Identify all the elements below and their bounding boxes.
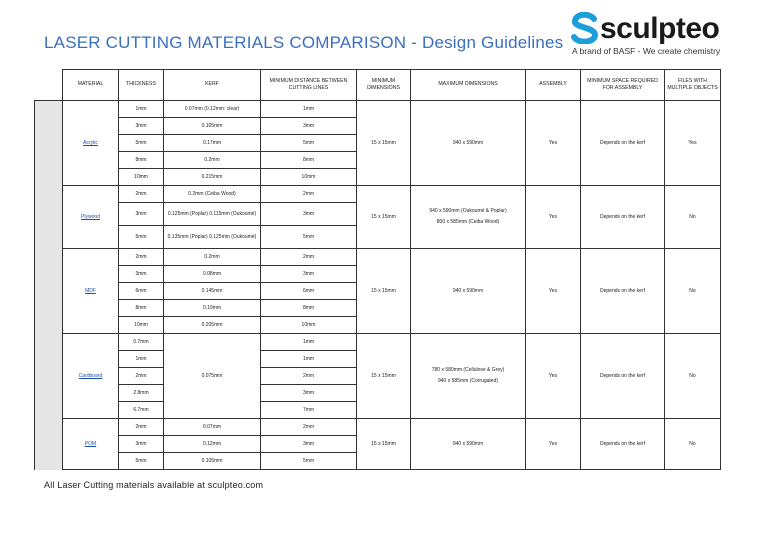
thickness-cell: 2mm (119, 419, 164, 436)
materials-table (34, 69, 721, 470)
material-link-plywood[interactable]: Plywood (81, 213, 100, 220)
max-dimensions-cell (411, 186, 526, 249)
page-title: LASER CUTTING MATERIALS COMPARISON - Design Guidelines (44, 33, 564, 52)
max-dimensions-cell (411, 334, 526, 419)
min-distance-cell: 10mm (261, 169, 357, 186)
kerf-cell: 0.215mm (164, 169, 261, 186)
material-cell (63, 186, 119, 249)
table-row (35, 419, 721, 436)
min-distance-cell: 3mm (261, 203, 357, 226)
kerf-cell: 0.12mm (164, 436, 261, 453)
thickness-cell: 6mm (119, 283, 164, 300)
kerf-cell: 0.205mm (164, 317, 261, 334)
material-link-cardboard[interactable]: Cardboard (78, 372, 103, 379)
min-distance-cell: 5mm (261, 226, 357, 249)
header-min-space: MINIMUM SPACE REQUIRED FOR ASSEMBLY (581, 70, 665, 101)
thickness-cell: 5mm (119, 226, 164, 249)
max-dimension-line: 780 x 580mm (Cellulose & Grey) (431, 367, 505, 374)
min-dimensions-cell: 15 x 15mm (357, 249, 411, 334)
header-assembly: ASSEMBLY (526, 70, 581, 101)
thickness-cell: 2.8mm (119, 385, 164, 402)
thickness-cell: 0.7mm (119, 334, 164, 351)
assembly-cell: Yes (526, 186, 581, 249)
min-distance-cell: 8mm (261, 300, 357, 317)
min-space-cell: Depends on the kerf (581, 334, 665, 419)
table-body (35, 101, 721, 470)
thickness-cell: 2mm (119, 186, 164, 203)
sculpteo-logo[interactable] (570, 10, 740, 60)
min-dimensions-cell: 15 x 15mm (357, 186, 411, 249)
thickness-cell: 5mm (119, 135, 164, 152)
thickness-cell: 10mm (119, 169, 164, 186)
min-distance-cell: 3mm (261, 385, 357, 402)
min-dimensions-cell: 15 x 15mm (357, 101, 411, 186)
max-dimension-line: 940 x 585mm (Corrugated) (437, 378, 499, 384)
min-space-cell: Depends on the kerf (581, 101, 665, 186)
max-dimension-line: 940 x 590mm (452, 139, 484, 146)
max-dimension-line: 940 x 590mm (Oukoumé & Poplar) (429, 208, 507, 215)
header-min-dimensions: MINIMUM DIMENSIONS (357, 70, 411, 101)
kerf-cell: 0.08mm (164, 266, 261, 283)
material-cell (63, 249, 119, 334)
min-distance-cell: 6mm (261, 283, 357, 300)
min-distance-cell: 2mm (261, 186, 357, 203)
kerf-cell: 0.105mm (164, 453, 261, 470)
material-link-pom[interactable]: POM (84, 440, 97, 447)
header-spacer (35, 70, 63, 101)
logo-wordmark: sculpteo (600, 12, 720, 45)
multiple-objects-cell: No (665, 419, 721, 470)
max-dimensions-cell (411, 101, 526, 186)
min-dimensions-cell: 15 x 15mm (357, 419, 411, 470)
kerf-cell: 0.2mm (164, 249, 261, 266)
min-distance-cell: 5mm (261, 453, 357, 470)
header-material: MATERIAL (63, 70, 119, 101)
kerf-cell: 0.125mm (Poplar) 0.115mm (Oukoumé) (164, 203, 261, 226)
table-row (35, 101, 721, 118)
kerf-cell: 0.135mm (Poplar) 0.125mm (Oukoumé) (164, 226, 261, 249)
max-dimension-line: 800 x 585mm (Ceiba Wood) (436, 219, 500, 225)
table-header-row (35, 70, 721, 101)
kerf-cell: 0.2mm (164, 152, 261, 169)
min-distance-cell: 3mm (261, 118, 357, 135)
thickness-cell: 10mm (119, 317, 164, 334)
material-cell (63, 101, 119, 186)
max-dimensions-cell (411, 249, 526, 334)
header-kerf: KERF (164, 70, 261, 101)
header-min-distance: MINIMUM DISTANCE BETWEEN CUTTING LINES (261, 70, 357, 101)
min-space-cell: Depends on the kerf (581, 419, 665, 470)
kerf-cell: 0.07mm (0.12mm: clear) (164, 101, 261, 118)
thickness-cell: 8mm (119, 300, 164, 317)
min-distance-cell: 1mm (261, 334, 357, 351)
min-distance-cell: 3mm (261, 266, 357, 283)
footer-note: All Laser Cutting materials available at sculpteo.com (44, 480, 264, 490)
min-distance-cell: 2mm (261, 368, 357, 385)
max-dimension-line: 940 x 590mm (452, 440, 484, 447)
multiple-objects-cell: Yes (665, 101, 721, 186)
material-link-mdf[interactable]: MDF (85, 287, 96, 294)
multiple-objects-cell: No (665, 334, 721, 419)
max-dimension-line: 940 x 590mm (452, 287, 484, 294)
sculpteo-s-icon (570, 12, 600, 44)
kerf-cell: 0.17mm (164, 135, 261, 152)
min-space-cell: Depends on the kerf (581, 186, 665, 249)
header-max-dimensions: MAXIMUM DIMENSIONS (411, 70, 526, 101)
row-side-band (35, 101, 63, 470)
min-distance-cell: 7mm (261, 402, 357, 419)
kerf-cell: 0.19mm (164, 300, 261, 317)
min-distance-cell: 8mm (261, 152, 357, 169)
material-cell (63, 419, 119, 470)
min-distance-cell: 10mm (261, 317, 357, 334)
min-distance-cell: 3mm (261, 436, 357, 453)
thickness-cell: 2mm (119, 368, 164, 385)
assembly-cell: Yes (526, 334, 581, 419)
table-row (35, 249, 721, 266)
assembly-cell: Yes (526, 101, 581, 186)
multiple-objects-cell: No (665, 186, 721, 249)
min-space-cell: Depends on the kerf (581, 249, 665, 334)
min-distance-cell: 1mm (261, 101, 357, 118)
min-distance-cell: 2mm (261, 249, 357, 266)
thickness-cell: 3mm (119, 266, 164, 283)
thickness-cell: 3mm (119, 203, 164, 226)
thickness-cell: 5mm (119, 453, 164, 470)
thickness-cell: 1mm (119, 101, 164, 118)
header-multiple-objects: FILES WITH MULTIPLE OBJECTS (665, 70, 721, 101)
kerf-cell: 0.145mm (164, 283, 261, 300)
assembly-cell: Yes (526, 249, 581, 334)
table-row (35, 186, 721, 203)
material-link-acrylic[interactable]: Acrylic (83, 139, 98, 146)
kerf-cell: 0.075mm (164, 334, 261, 419)
assembly-cell: Yes (526, 419, 581, 470)
table-row (35, 334, 721, 351)
material-cell (63, 334, 119, 419)
min-distance-cell: 1mm (261, 351, 357, 368)
thickness-cell: 3mm (119, 118, 164, 135)
thickness-cell: 6.7mm (119, 402, 164, 419)
thickness-cell: 3mm (119, 436, 164, 453)
header-thickness: THICKNESS (119, 70, 164, 101)
min-distance-cell: 5mm (261, 135, 357, 152)
logo-tagline: A brand of BASF - We create chemistry (572, 46, 721, 56)
kerf-cell: 0.105mm (164, 118, 261, 135)
min-distance-cell: 2mm (261, 419, 357, 436)
max-dimensions-cell (411, 419, 526, 470)
thickness-cell: 8mm (119, 152, 164, 169)
thickness-cell: 2mm (119, 249, 164, 266)
min-dimensions-cell: 15 x 15mm (357, 334, 411, 419)
kerf-cell: 0.07mm (164, 419, 261, 436)
kerf-cell: 0.2mm (Ceiba Wood) (164, 186, 261, 203)
multiple-objects-cell: No (665, 249, 721, 334)
thickness-cell: 1mm (119, 351, 164, 368)
